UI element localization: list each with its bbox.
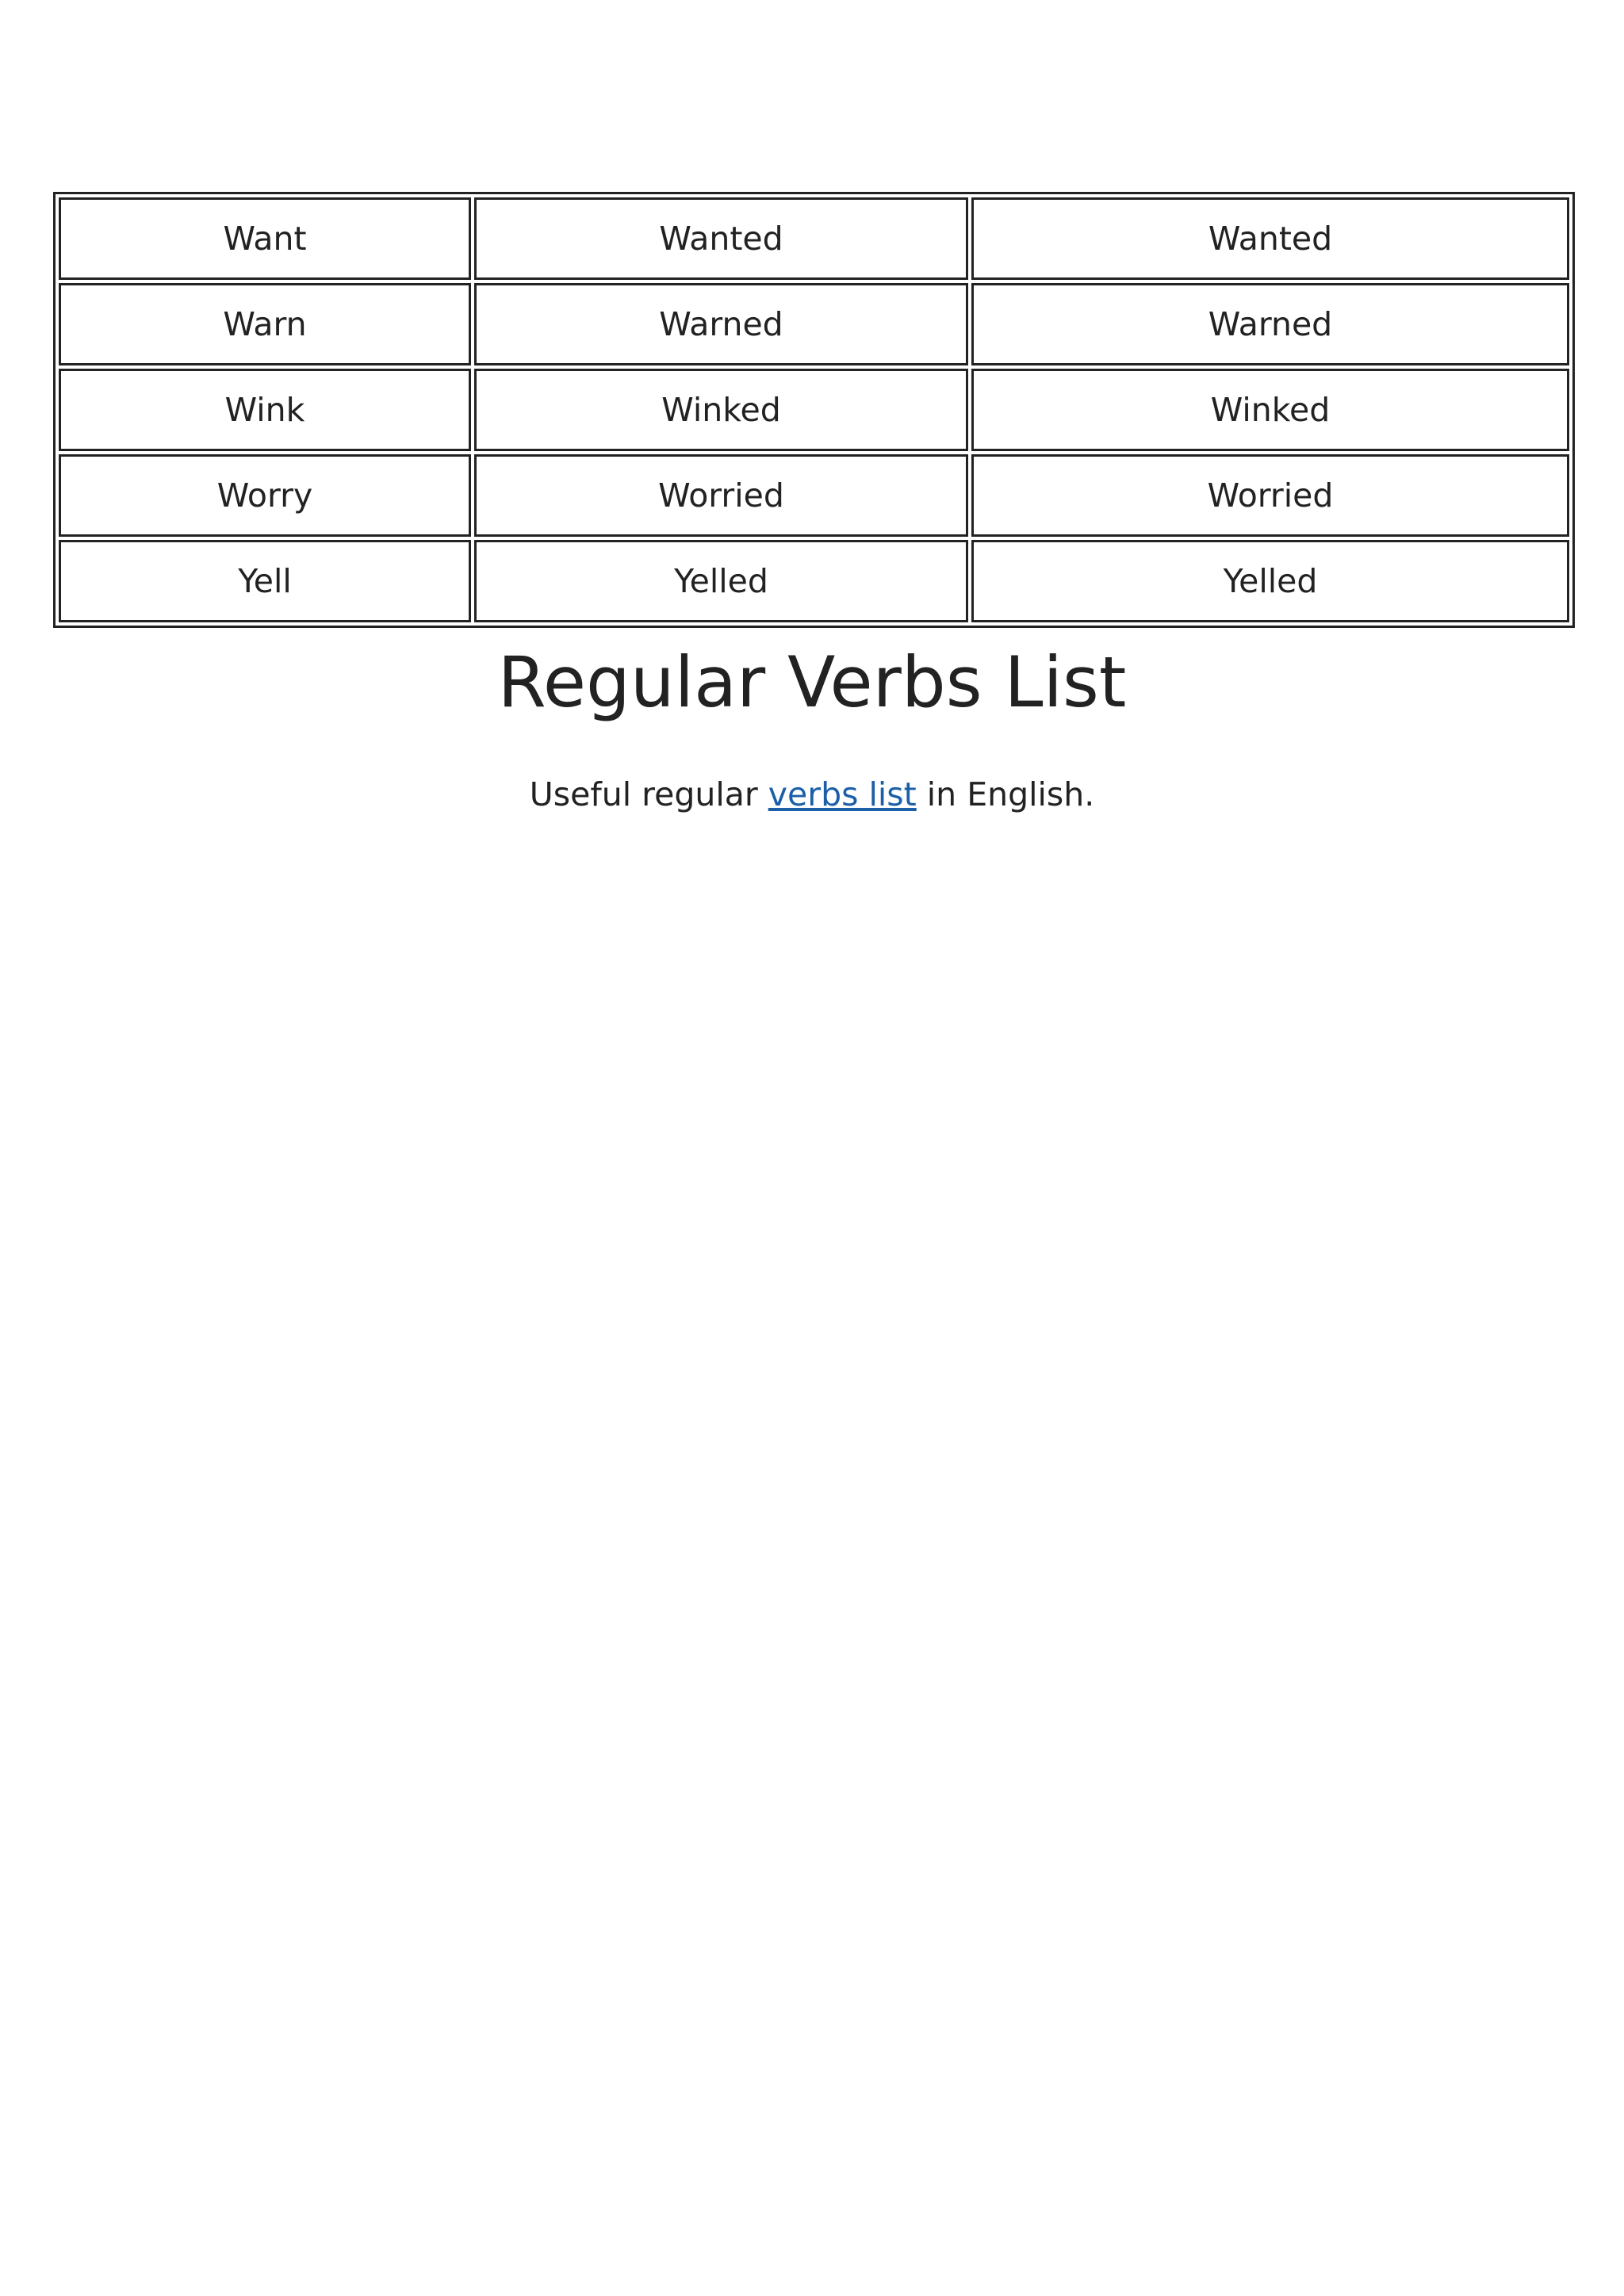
past-participle-cell: Warned [971,283,1569,365]
past-simple-cell: Wanted [474,197,968,280]
past-simple-cell: Yelled [474,540,968,622]
base-form-cell: Yell [59,540,471,622]
table-row [59,540,1569,622]
verbs-table [53,192,1575,628]
table-row [59,197,1569,280]
base-form-cell: Worry [59,454,471,537]
table-row [59,283,1569,365]
base-form-cell: Warn [59,283,471,365]
base-form-cell: Want [59,197,471,280]
past-participle-cell: Worried [971,454,1569,537]
past-simple-cell: Warned [474,283,968,365]
table-row [59,369,1569,451]
page-title: Regular Verbs List [497,641,1127,723]
verbs-list-link[interactable]: verbs list [768,775,917,813]
base-form-cell: Wink [59,369,471,451]
table-row [59,454,1569,537]
past-simple-cell: Worried [474,454,968,537]
past-participle-cell: Yelled [971,540,1569,622]
intro-text-before: Useful regular [529,775,768,813]
past-simple-cell: Winked [474,369,968,451]
intro-paragraph [0,771,1624,818]
past-participle-cell: Wanted [971,197,1569,280]
intro-text-after: in English. [916,775,1095,813]
past-participle-cell: Winked [971,369,1569,451]
